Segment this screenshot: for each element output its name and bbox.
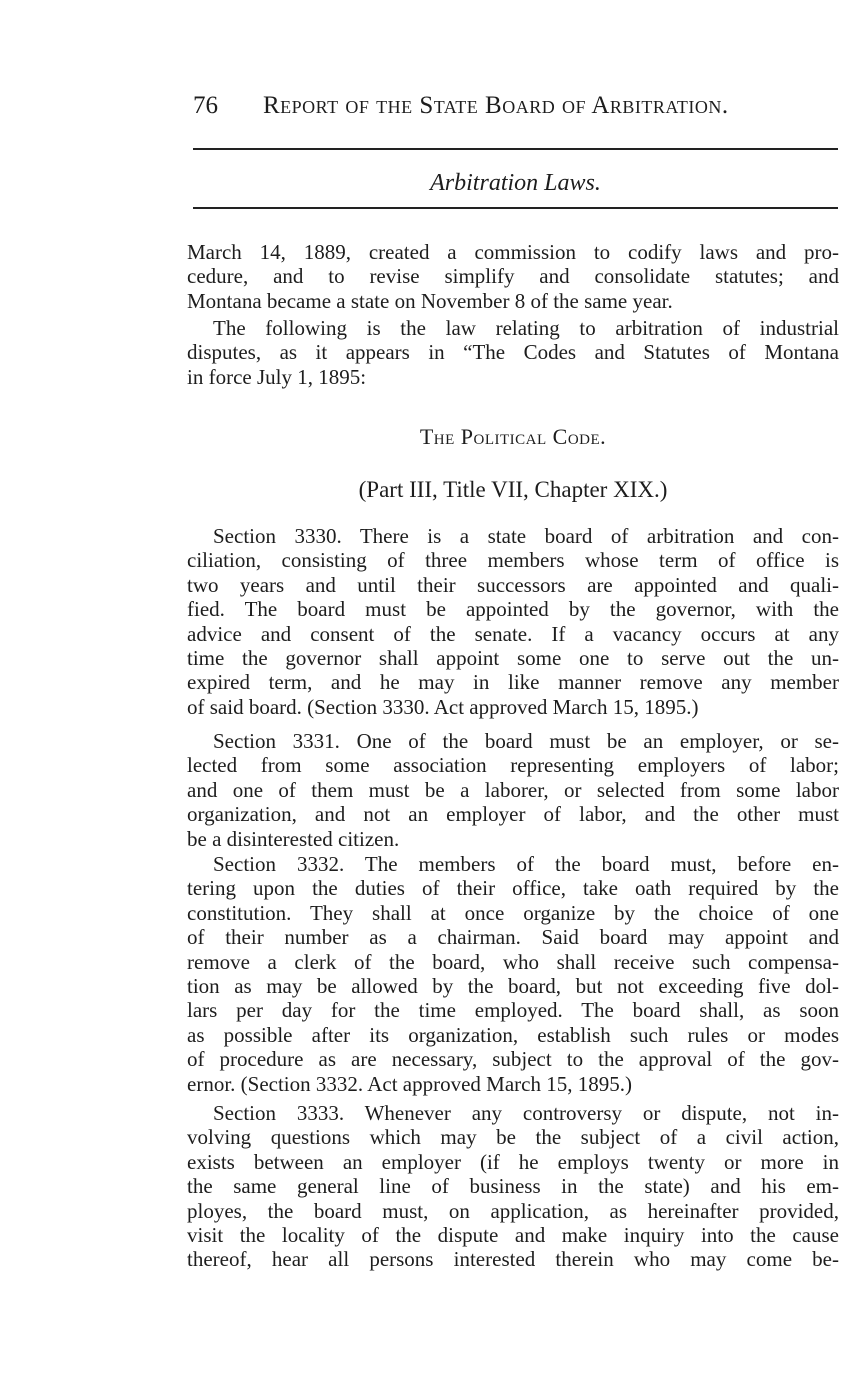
section-3331 xyxy=(187,729,839,851)
section-3333 xyxy=(187,1101,839,1272)
intro-paragraph-2 xyxy=(187,316,839,389)
text-line: ployes, the board must, on application, as hereinafter provided, xyxy=(187,1198,839,1223)
text-line: in force July 1, 1895: xyxy=(187,364,367,389)
page-number: 76 xyxy=(193,92,218,119)
text-line: remove a clerk of the board, who shall receive such compensa- xyxy=(187,949,839,974)
text-line: Section 3333. Whenever any controversy or dispute, not in- xyxy=(213,1101,839,1125)
text-line: ernor. (Section 3332. Act approved March 15, 1895.) xyxy=(187,1071,632,1096)
section-3330 xyxy=(187,524,839,719)
text-line: of procedure as are necessary, subject to the approval of the gov- xyxy=(187,1047,839,1072)
text-line: as possible after its organization, establish such rules or modes xyxy=(187,1022,839,1047)
intro-paragraph-1 xyxy=(187,240,839,313)
text-line: lars per day for the time employed. The board shall, as soon xyxy=(187,998,839,1023)
text-line: cedure, and to revise simplify and consolidate statutes; and xyxy=(187,264,839,289)
text-line: of their number as a chairman. Said board may appoint and xyxy=(187,925,839,950)
header-rule-bottom xyxy=(193,207,838,209)
text-line: Section 3332. The members of the board must, before en- xyxy=(213,852,839,876)
text-line: of said board. (Section 3330. Act approved March 15, 1895.) xyxy=(187,694,699,719)
text-line: organization, and not an employer of labor, and the other must xyxy=(187,802,839,827)
text-line: advice and consent of the senate. If a vacancy occurs at any xyxy=(187,621,839,646)
code-subtitle: (Part III, Title VII, Chapter XIX.) xyxy=(358,477,668,502)
text-line: constitution. They shall at once organize by the choice of one xyxy=(187,900,839,925)
text-line: Section 3330. There is a state board of arbitration and con- xyxy=(213,524,839,548)
text-line: lected from some association representing employers of labor; xyxy=(187,753,839,778)
code-title: The Political Code. xyxy=(419,424,607,449)
text-line: fied. The board must be appointed by the governor, with the xyxy=(187,597,839,622)
text-line: and one of them must be a laborer, or selected from some labor xyxy=(187,777,839,802)
section-heading: Arbitration Laws. xyxy=(430,170,601,196)
text-line: exists between an employer (if he employs twenty or more in xyxy=(187,1149,839,1174)
text-line: Montana became a state on November 8 of the same year. xyxy=(187,288,673,313)
text-line: visit the locality of the dispute and make inquiry into the cause xyxy=(187,1223,839,1248)
text-line: time the governor shall appoint some one to serve out the un- xyxy=(187,646,839,671)
text-line: March 14, 1889, created a commission to codify laws and pro- xyxy=(187,240,839,264)
text-line: expired term, and he may in like manner remove any member xyxy=(187,670,839,695)
text-line: be a disinterested citizen. xyxy=(187,826,400,851)
text-line: tion as may be allowed by the board, but not exceeding five dol- xyxy=(187,974,839,999)
running-head xyxy=(193,86,833,126)
text-line: Section 3331. One of the board must be an employer, or se- xyxy=(213,729,839,753)
text-line: volving questions which may be the subject of a civil action, xyxy=(187,1125,839,1150)
text-line: The following is the law relating to arbitration of industrial xyxy=(213,316,839,340)
text-line: ciliation, consisting of three members whose term of office is xyxy=(187,548,839,573)
text-line: thereof, hear all persons interested therein who may come be- xyxy=(187,1247,839,1272)
running-head-title: Report of the State Board of Arbitration. xyxy=(263,92,729,119)
text-line: the same general line of business in the state) and his em- xyxy=(187,1174,839,1199)
section-3332 xyxy=(187,852,839,1096)
text-line: two years and until their successors are appointed and quali- xyxy=(187,572,839,597)
header-rule-top xyxy=(193,148,838,150)
text-line: disputes, as it appears in “The Codes and Statutes of Montana xyxy=(187,340,839,365)
text-line: tering upon the duties of their office, take oath required by the xyxy=(187,876,839,901)
